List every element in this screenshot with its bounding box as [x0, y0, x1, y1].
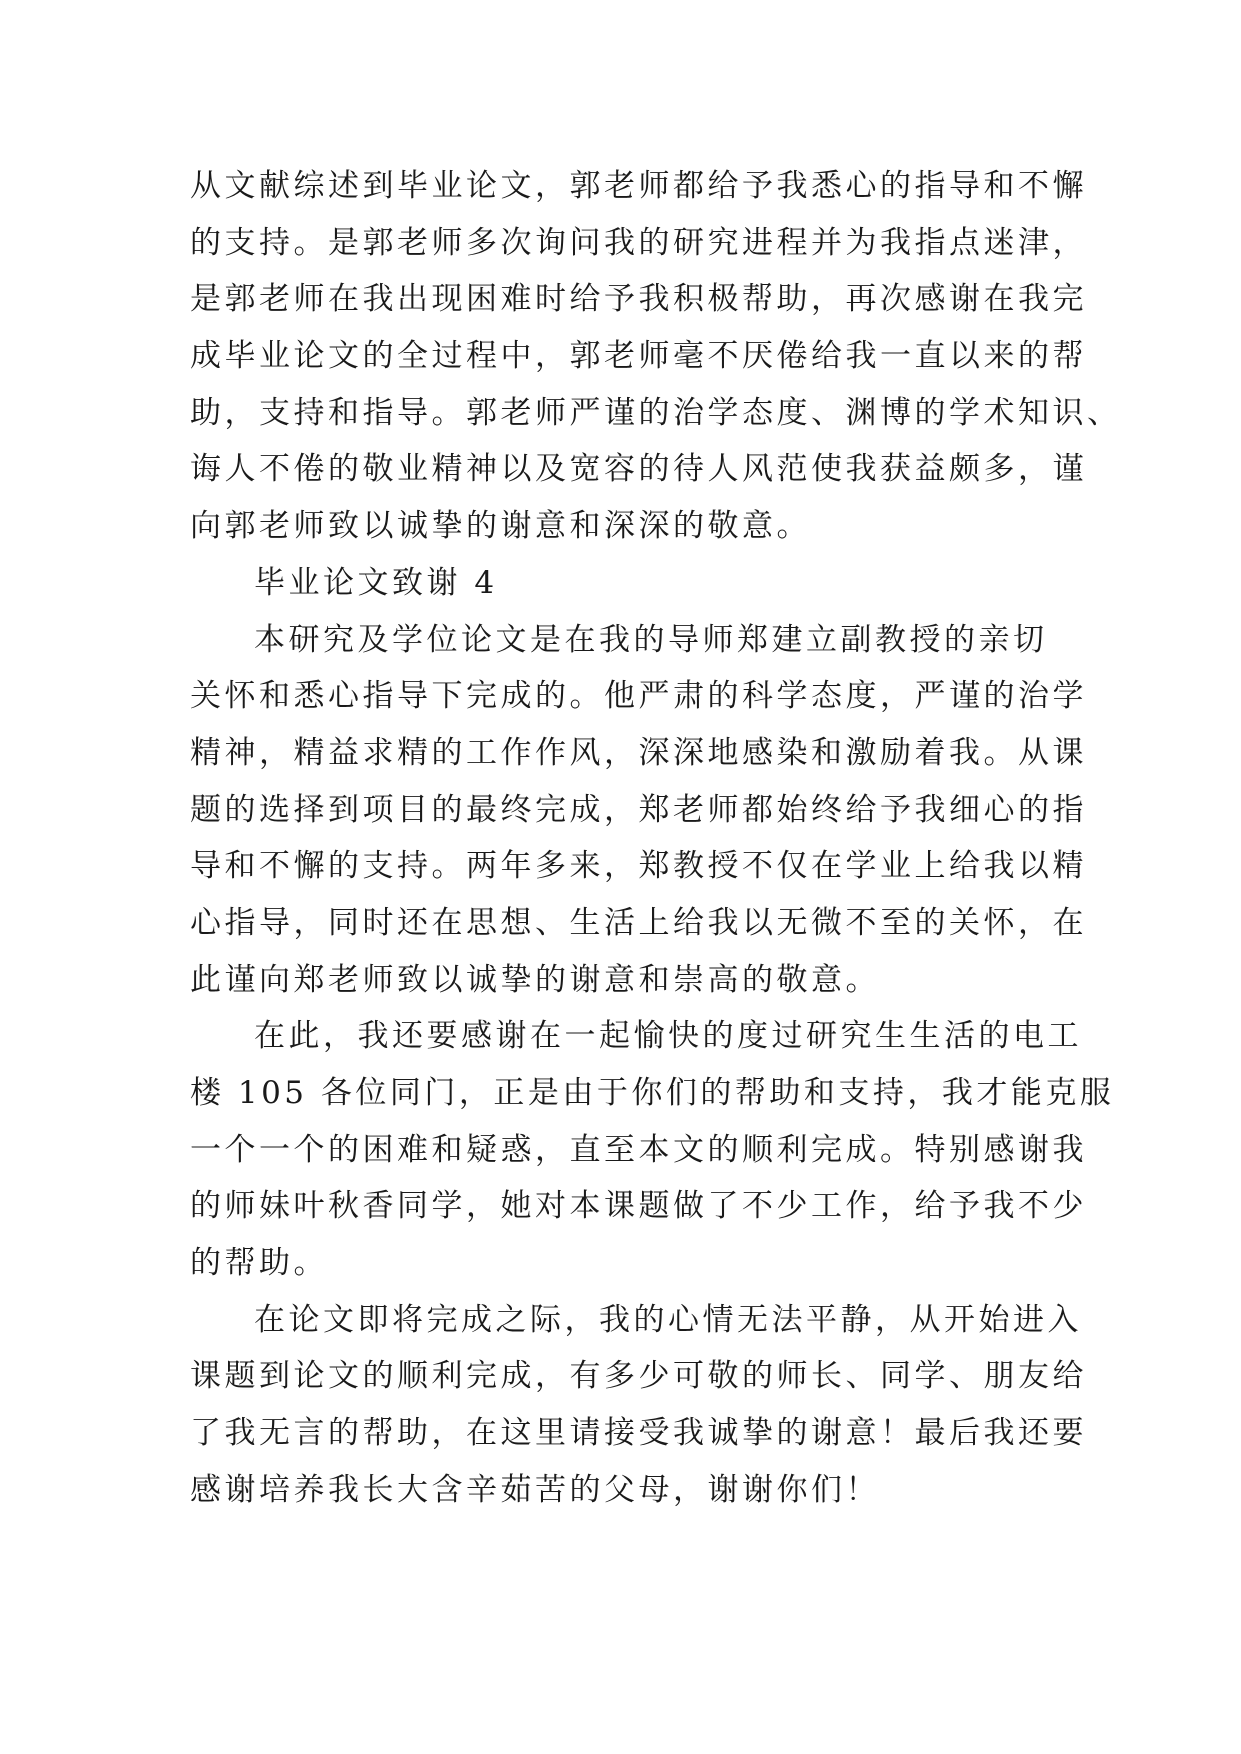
- text-line: 助，支持和指导。郭老师严谨的治学态度、渊博的学术知识、: [190, 394, 1122, 431]
- text-line: 一个一个的困难和疑惑，直至本文的顺利完成。特别感谢我: [190, 1131, 1087, 1168]
- text-line: 是郭老师在我出现困难时给予我积极帮助，再次感谢在我完: [190, 281, 1087, 318]
- text-line: 的师妹叶秋香同学，她对本课题做了不少工作，给予我不少: [190, 1188, 1087, 1225]
- text-line: 成毕业论文的全过程中，郭老师毫不厌倦给我一直以来的帮: [190, 338, 1087, 375]
- text-line: 在此，我还要感谢在一起愉快的度过研究生生活的电工: [254, 1018, 1082, 1055]
- section-heading: 毕业论文致谢 4: [254, 564, 498, 601]
- text-line: 心指导，同时还在思想、生活上给我以无微不至的关怀，在: [190, 904, 1087, 941]
- text-line: 的帮助。: [190, 1245, 328, 1282]
- text-line: 诲人不倦的敬业精神以及宽容的待人风范使我获益颇多，谨: [190, 451, 1087, 488]
- text-line: 精神，精益求精的工作作风，深深地感染和激励着我。从课: [190, 734, 1087, 771]
- text-line: 题的选择到项目的最终完成，郑老师都始终给予我细心的指: [190, 791, 1087, 828]
- text-line: 向郭老师致以诚挚的谢意和深深的敬意。: [190, 508, 811, 545]
- text-line: 关怀和悉心指导下完成的。他严肃的科学态度，严谨的治学: [190, 678, 1087, 715]
- document-body: [190, 158, 1122, 1519]
- text-line: 了我无言的帮助，在这里请接受我诚挚的谢意！最后我还要: [190, 1415, 1087, 1452]
- text-line: 此谨向郑老师致以诚挚的谢意和崇高的敬意。: [190, 961, 880, 998]
- text-line: 的支持。是郭老师多次询问我的研究进程并为我指点迷津，: [190, 224, 1087, 261]
- text-line: 感谢培养我长大含辛茹苦的父母，谢谢你们！: [190, 1471, 880, 1508]
- text-line: 从文献综述到毕业论文，郭老师都给予我悉心的指导和不懈: [190, 168, 1087, 204]
- text-line: 在论文即将完成之际，我的心情无法平静，从开始进入: [254, 1301, 1082, 1338]
- text-line: 导和不懈的支持。两年多来，郑教授不仅在学业上给我以精: [190, 848, 1087, 885]
- text-line: 楼 105 各位同门，正是由于你们的帮助和支持，我才能克服: [190, 1075, 1115, 1111]
- text-line: 课题到论文的顺利完成，有多少可敬的师长、同学、朋友给: [190, 1358, 1087, 1395]
- text-line: 本研究及学位论文是在我的导师郑建立副教授的亲切: [254, 621, 1048, 658]
